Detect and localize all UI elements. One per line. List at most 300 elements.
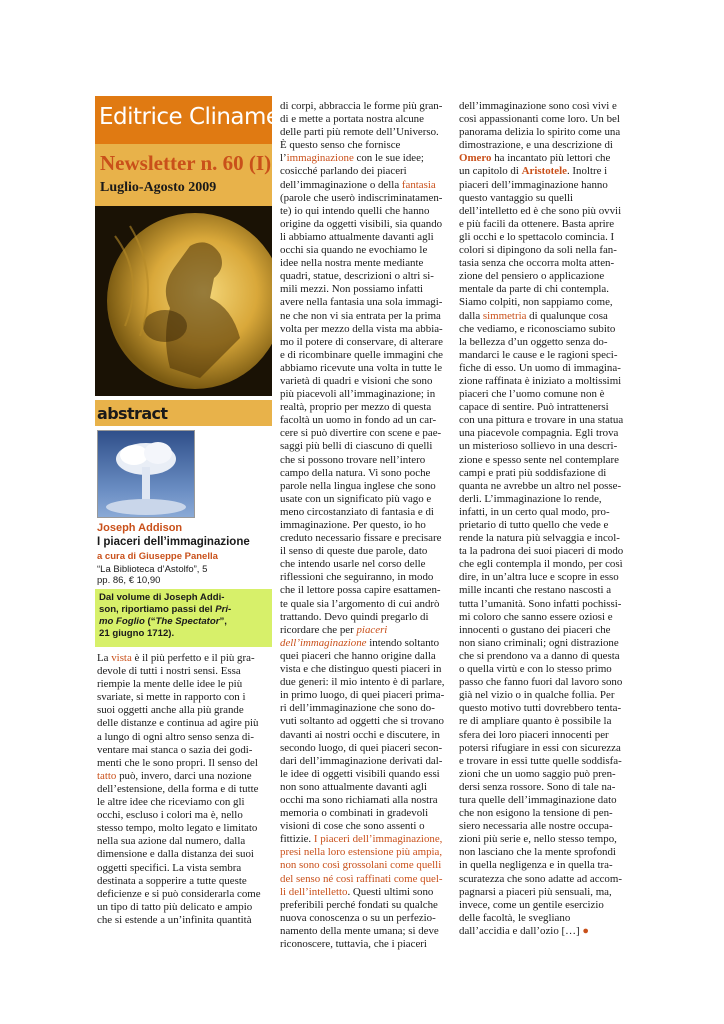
text-line (280, 781, 445, 794)
text-run: dell’immaginazione o della (280, 178, 402, 191)
text-run: oggetti specifici. La vista sembra (97, 861, 242, 874)
text-line (280, 571, 445, 584)
text-line (459, 231, 627, 244)
text-line (280, 414, 445, 427)
highlighted-term: li dell’intelletto (280, 885, 348, 898)
text-run: invece, come un gentile esercizio (459, 898, 604, 911)
highlighted-term: vista (111, 652, 132, 664)
text-line (280, 113, 445, 126)
text-line (280, 925, 445, 938)
text-line (280, 165, 445, 178)
text-line (459, 270, 627, 283)
text-run: dalla (459, 309, 483, 322)
text-run: (parole che userò indiscriminatamen- (280, 191, 443, 204)
text-run: cere si può divertire con scene e pae- (280, 427, 442, 440)
text-run: non siano criminali; ogni distrazione (459, 636, 619, 649)
text-run: immaginazione. Per questo, io ho (280, 519, 426, 531)
text-line (280, 729, 445, 742)
text-line (280, 899, 445, 912)
text-run: di e mette a portata nostra alcune (280, 113, 424, 126)
text-run: più piacevoli all’immaginazione; in (280, 388, 436, 401)
text-run: la bellezza d’un oggetto senza do- (459, 335, 608, 348)
text-line (459, 296, 627, 309)
text-run: ri dell’immaginazione che sono do- (280, 702, 435, 715)
text-line (459, 833, 627, 846)
text-run: . Inoltre i (566, 165, 608, 178)
text-run: te quale sia l’argomento di cui andrò (280, 597, 440, 610)
text-line (459, 545, 627, 558)
text-run: innocenti o gustano dei piaceri che (459, 623, 611, 636)
text-run: non lasciano che la mente sprofondi (459, 846, 616, 859)
text-run: dari dell’immaginazione derivati dal- (280, 754, 443, 767)
text-line (459, 650, 627, 663)
cover-illustration (95, 206, 272, 396)
highlighted-term: piaceri (356, 623, 388, 636)
text-line (459, 336, 627, 349)
text-run: occhi, escluso i colori ma è, nello (97, 809, 243, 822)
text-run: campi e prati più soddisfazione di (459, 466, 607, 479)
text-line (97, 665, 272, 678)
text-line (280, 218, 445, 231)
text-line (280, 938, 445, 951)
text-line (97, 914, 272, 927)
text-line (459, 912, 627, 925)
text-line (459, 454, 627, 467)
text-run: questo vantaggio su quelli (459, 191, 574, 204)
text-line (97, 862, 272, 875)
text-line (459, 139, 627, 152)
text-line (459, 584, 627, 597)
text-run: delle distanze e continua ad agire più (97, 717, 259, 730)
text-run: un capitolo di (459, 165, 522, 178)
text-run: potersi rifugiare in essi con sicurezza (459, 741, 621, 754)
text-run: occhi sia quando ne evochiamo le (280, 244, 428, 257)
text-run: che si possono trovare nell’intero (280, 453, 426, 466)
text-line (280, 663, 445, 676)
text-line (459, 571, 627, 584)
text-run: ta la padrona dei suoi piaceri di modo (459, 545, 624, 558)
text-line (459, 323, 627, 336)
text-run: memoria o combinati in gradevoli (280, 807, 429, 820)
text-line (459, 794, 627, 807)
text-line (459, 401, 627, 414)
text-line (459, 218, 627, 231)
text-run: menti che le sono propri. Il senso del (97, 756, 258, 769)
text-run: che si prendono va a danno di questa (459, 649, 620, 662)
text-run: idee nella nostra mente mediante (280, 257, 424, 270)
text-run: riflessioni che seguiranno, in modo (280, 571, 434, 584)
newsletter-title: Newsletter n. 60 (I) (100, 151, 272, 175)
text-run: mille incanti che restano nascosti a (459, 584, 612, 597)
text-run: varietà di quadri e visioni che sono (280, 374, 433, 387)
text-line (280, 598, 445, 611)
text-run: tutta l’umanità. Sono infatti pochissi- (459, 597, 622, 610)
text-run: con le sue idee; (353, 152, 424, 165)
source-note: Dal volume di Joseph Addi- son, riportiamo passi del Pri- mo Foglio (“The Spectator”, 21 giugno 1712). (99, 592, 232, 639)
text-run: deficienze e si può considerarla come (97, 887, 261, 900)
text-run: dimostrazione, e una descrizione di (459, 139, 613, 152)
text-line (280, 401, 445, 414)
text-line (459, 886, 627, 899)
text-run: e di ricombinare quelle immagini che (280, 348, 443, 361)
text-run: l’ (280, 152, 287, 165)
text-run: quadri, statue, descrizioni o altri si- (280, 270, 434, 283)
text-line (280, 296, 445, 309)
text-run: e più facili da ottenere. Basta aprire (459, 217, 615, 230)
highlighted-term: fantasia (401, 178, 436, 191)
text-line (280, 323, 445, 336)
text-line (459, 152, 627, 165)
text-line (280, 886, 445, 899)
book-cover-image (97, 430, 195, 518)
text-line (280, 244, 445, 257)
text-run: le altre idee che riceviamo con gli (97, 796, 245, 809)
text-line (280, 873, 445, 886)
text-line (459, 781, 627, 794)
text-line (280, 532, 445, 545)
highlighted-term: Omero (459, 152, 492, 165)
text-run: avere nella fantasia una sola immagi- (280, 296, 443, 309)
text-run: dell’estensione, della forma e di tutte (97, 782, 259, 795)
book-author: Joseph Addison (97, 522, 183, 534)
text-run: è il più perfetto e il più gra- (131, 652, 255, 664)
text-line (280, 611, 445, 624)
highlighted-term: tatto (97, 769, 117, 782)
book-price: pp. 86, € 10,90 (97, 575, 161, 586)
text-line (280, 427, 445, 440)
text-run: ricordare che per (280, 623, 357, 636)
text-line (280, 100, 445, 113)
highlighted-term: simmetria (482, 309, 527, 322)
text-line (459, 702, 627, 715)
text-line (459, 493, 627, 506)
text-run: che si estende a un’infinita quantità (97, 913, 252, 926)
text-line (459, 414, 627, 427)
text-line (280, 715, 445, 728)
highlighted-term: I piaceri dell’immaginazione, (313, 833, 443, 846)
text-run: zioni più serie e, nello stesso tempo, (459, 833, 617, 846)
text-run: abbiamo ricevute una volta in tutte le (280, 361, 443, 374)
text-run: La (97, 652, 112, 664)
text-run: le idee di oggetti visibili quando essi (280, 767, 440, 780)
text-run: colori si dipingono da soli nella fan- (459, 244, 617, 257)
text-line (280, 283, 445, 296)
text-run: una piacevole compagnia. Egli trova (459, 427, 619, 440)
text-run: visioni di cose che sono assenti o (280, 820, 425, 833)
text-line (459, 663, 627, 676)
text-line (280, 480, 445, 493)
text-run: zioni che un uomo saggio può pren- (459, 767, 616, 780)
text-run: vista e che distinguo questi piaceri in (280, 663, 442, 676)
text-run: devole di tutti i nostri sensi. Essa (97, 665, 241, 678)
text-run: piaceri dell’immaginazione hanno (459, 178, 608, 191)
text-line (459, 859, 627, 872)
text-line (280, 192, 445, 205)
text-run: due generi: il mio intento è di parlare, (280, 676, 445, 689)
book-title: I piaceri dell’immaginazione (97, 536, 250, 548)
text-line (459, 873, 627, 886)
text-line (459, 899, 627, 912)
text-line (459, 742, 627, 755)
text-line (459, 558, 627, 571)
text-run: mi coloro che sanno essere oziosi e (459, 610, 613, 623)
text-run: destinata a sopperire a tutte queste (97, 874, 247, 887)
article-column-2 (280, 100, 445, 951)
text-run: quei piaceri che hanno origine dalla (280, 649, 436, 662)
text-line (459, 820, 627, 833)
text-run: rende la natura più selvaggia e incol- (459, 532, 620, 545)
text-run: con una pittura e trovare in una statua (459, 414, 624, 427)
abstract-label: abstract (97, 404, 168, 423)
text-line (459, 532, 627, 545)
text-line (280, 859, 445, 872)
text-line (280, 584, 445, 597)
book-curator: a cura di Giuseppe Panella (97, 551, 218, 562)
newsletter-date: Luglio-Agosto 2009 (100, 180, 217, 195)
text-run: mo il potere di conservare, di alterare (280, 335, 443, 348)
text-run: dall’accidia e dall’ozio […] (459, 924, 583, 937)
text-line (97, 796, 272, 809)
text-run: che egli contempla il mondo, per così (459, 558, 623, 571)
text-line (280, 388, 445, 401)
text-line (280, 440, 445, 453)
text-line (459, 689, 627, 702)
text-line (280, 179, 445, 192)
text-run: che il lettore possa capire esattamen- (280, 584, 441, 597)
brand-bar (95, 96, 294, 144)
text-run: mentale da parte di chi contempla. (459, 283, 609, 296)
highlighted-term: presi nella loro estensione più ampia, (280, 846, 443, 859)
text-run: panorama delizia lo spirito come una (459, 126, 621, 139)
text-line (459, 637, 627, 650)
text-run: delle parti più remote dell’Universo. (280, 126, 439, 139)
text-run: delle facoltà, le svegliano (459, 911, 571, 924)
text-line (459, 480, 627, 493)
text-line (459, 192, 627, 205)
text-line (97, 744, 272, 757)
text-run: prietario di tutto quello che vede e (459, 519, 609, 531)
text-run: parole nella lingua inglese che sono (280, 479, 436, 492)
article-column-1 (97, 652, 272, 927)
text-run: dire, in un’altra luce e scopre in esso (459, 571, 619, 584)
text-line (459, 715, 627, 728)
text-run: secondo luogo, di quei piaceri secon- (280, 741, 443, 754)
text-run: facoltà un uomo in fondo ad un car- (280, 414, 437, 427)
text-line (280, 912, 445, 925)
text-run: a lungo di ogni altro senso senza di- (97, 730, 254, 743)
text-run: non sono attualmente davanti agli (280, 780, 427, 793)
text-line (459, 257, 627, 270)
text-run: tasia senza che occorra molta atten- (459, 257, 615, 270)
text-run: cosicché parlando dei piaceri (280, 165, 407, 178)
text-run: creduto necessario fissare e precisare (280, 532, 442, 545)
text-run: questo motivo tutti dovrebbero tenta- (459, 702, 622, 715)
text-line (280, 794, 445, 807)
text-run: siero necessaria alle nostre occupa- (459, 820, 613, 833)
text-line (97, 848, 272, 861)
text-run: intendo soltanto (366, 636, 440, 649)
text-line (280, 755, 445, 768)
text-line (97, 691, 272, 704)
text-line (459, 427, 627, 440)
text-line (97, 822, 272, 835)
text-run: origine da oggetti visibili, sia quando (280, 217, 443, 230)
text-line (280, 126, 445, 139)
text-run: ventare mai stanca o sazia dei godi- (97, 743, 253, 756)
text-line (97, 652, 272, 665)
text-line (97, 783, 272, 796)
text-run: dell’immaginazione sono così vivi e (459, 100, 617, 112)
text-line (459, 925, 627, 938)
text-run: in primo luogo, di quei piaceri prima- (280, 689, 445, 702)
source-note-box (95, 589, 272, 647)
text-line (459, 768, 627, 781)
text-line (459, 624, 627, 637)
text-run: vuti soltanto ad oggetti che si trovano (280, 715, 444, 728)
text-line (280, 807, 445, 820)
text-line (280, 676, 445, 689)
text-run: piaceri che l’uomo comune non è (459, 388, 605, 401)
text-line (459, 519, 627, 532)
publisher-brand: Editrice Clinamen (99, 104, 294, 130)
text-line (459, 310, 627, 323)
text-run: derli. L’immaginazione lo rende, (459, 492, 602, 505)
text-run: mandarci le cause e le ragioni speci- (459, 348, 618, 361)
text-run: ne che non vi sia entrata per la prima (280, 309, 441, 322)
text-line (97, 835, 272, 848)
text-line (459, 846, 627, 859)
text-line (280, 702, 445, 715)
text-run: fiche di esso. Un uomo di immagina- (459, 361, 621, 374)
text-line (280, 545, 445, 558)
text-run: Siamo colpiti, non sappiamo come, (459, 296, 613, 309)
text-run: occhi ma sono richiamati alla nostra (280, 793, 438, 806)
text-line (97, 809, 272, 822)
text-run: zione raffinata è iniziato a moltissimi (459, 374, 622, 387)
text-line (280, 637, 445, 650)
text-run: li abbiamo attualmente davanti agli (280, 230, 434, 243)
text-line (459, 126, 627, 139)
highlighted-term: dell’immaginazione (280, 636, 367, 649)
text-run: preferibili perché fondati su qualche (280, 898, 438, 911)
text-run: pagnarsi a piaceri più sensuali, ma, (459, 885, 612, 898)
text-run: che non esigono la tensione di pen- (459, 807, 613, 820)
book-publisher: “La Biblioteca d’Astolfo”, 5 (97, 564, 208, 575)
text-run: quanta ne avrebbe un altro nel posse- (459, 479, 622, 492)
highlighted-term: ● (582, 924, 589, 937)
text-run: il senso di queste due parole, dato (280, 545, 428, 558)
text-run: ha incantato più lettori che (491, 152, 611, 165)
text-run: infatti, in un certo qual modo, pro- (459, 505, 610, 518)
text-run: saggi più belli di ciascuno di quelli (280, 440, 433, 453)
text-run: riempie la mente delle idee le più (97, 678, 243, 691)
text-line (280, 257, 445, 270)
text-run: davanti ai nostri occhi e discutere, in (280, 728, 440, 741)
text-run: suoi oggetti anche alla più grande (97, 704, 244, 717)
text-line (459, 205, 627, 218)
highlighted-term: Aristotele (521, 165, 567, 178)
text-run: È questo senso che fornisce (280, 139, 401, 152)
text-run: realtà, proprio per mezzo di questa (280, 401, 432, 414)
text-run: zione e spesso sente nel contemplare (459, 453, 619, 466)
text-line (280, 846, 445, 859)
text-line (280, 650, 445, 663)
text-line (97, 731, 272, 744)
text-line (459, 676, 627, 689)
text-line (280, 833, 445, 846)
text-line (280, 558, 445, 571)
text-run: o quella virtù e con lo stesso primo (459, 663, 612, 676)
text-run: namento della mente umana; si deve (280, 924, 439, 937)
text-line (280, 519, 445, 532)
text-line (97, 875, 272, 888)
text-run: nella sua azione dal numero, dalla (97, 835, 246, 848)
text-run: usate con un significato più vago e (280, 492, 432, 505)
text-run: di corpi, abbraccia le forme più gran- (280, 100, 443, 112)
text-line (280, 349, 445, 362)
text-run: stesso tempo, molto legato e limitato (97, 822, 258, 835)
text-line (459, 283, 627, 296)
article-column-3 (459, 100, 627, 938)
text-run: capace di sentire. Può intrattenersi (459, 401, 609, 414)
text-run: in quella negligenza e in quella tra- (459, 859, 613, 872)
text-line (280, 152, 445, 165)
newsletter-header (95, 96, 294, 396)
text-line (97, 717, 272, 730)
text-run: già nel vizio o in qualche follia. Per (459, 689, 615, 702)
text-run: dersi senza rossore. Sono di tale na- (459, 780, 616, 793)
text-run: mili mezzi. Non possiamo infatti (280, 283, 424, 296)
text-run: te) io qui intendo quelli che hanno (280, 204, 430, 217)
text-line (459, 729, 627, 742)
text-run: tura quelle dell’immaginazione dato (459, 793, 617, 806)
text-run: dimensione e dalla distanza dei suoi (97, 848, 254, 861)
text-line (280, 139, 445, 152)
text-run: scuratezza che sono adatte ad accom- (459, 872, 622, 885)
text-line (459, 362, 627, 375)
text-run: che vediamo, e riconosciamo subito (459, 322, 616, 335)
text-line (459, 755, 627, 768)
text-line (280, 624, 445, 637)
text-line (459, 506, 627, 519)
text-line (97, 901, 272, 914)
text-line (97, 888, 272, 901)
text-line (280, 820, 445, 833)
text-line (280, 768, 445, 781)
text-run: gli occhi e lo spettacolo comincia. I (459, 230, 615, 243)
text-run: . Questi ultimi sono (347, 885, 434, 898)
text-line (280, 467, 445, 480)
text-line (280, 689, 445, 702)
text-line (459, 165, 627, 178)
text-run: meno circostanziato di fantasia e di (280, 505, 434, 518)
text-line (280, 362, 445, 375)
text-run: svariate, si mette in rapporto con i (97, 691, 246, 704)
text-line (459, 100, 627, 113)
text-line (280, 493, 445, 506)
text-run: sfera dei loro piaceri innocenti per (459, 728, 609, 741)
text-line (97, 704, 272, 717)
text-run: re di ampliare quanto è possibile la (459, 715, 612, 728)
text-run: riconoscere, tuttavia, che i piaceri (280, 938, 427, 950)
text-line (280, 336, 445, 349)
text-run: un tipo di tatto più delicato e ampio (97, 900, 253, 913)
text-run: volta per mezzo della vista ma abbia- (280, 322, 443, 335)
text-run: e trovare in essi tutte quelle soddisfa- (459, 754, 622, 767)
text-line (459, 440, 627, 453)
text-run: passo che fanno fuori dal lavoro sono (459, 676, 623, 689)
text-line (459, 611, 627, 624)
